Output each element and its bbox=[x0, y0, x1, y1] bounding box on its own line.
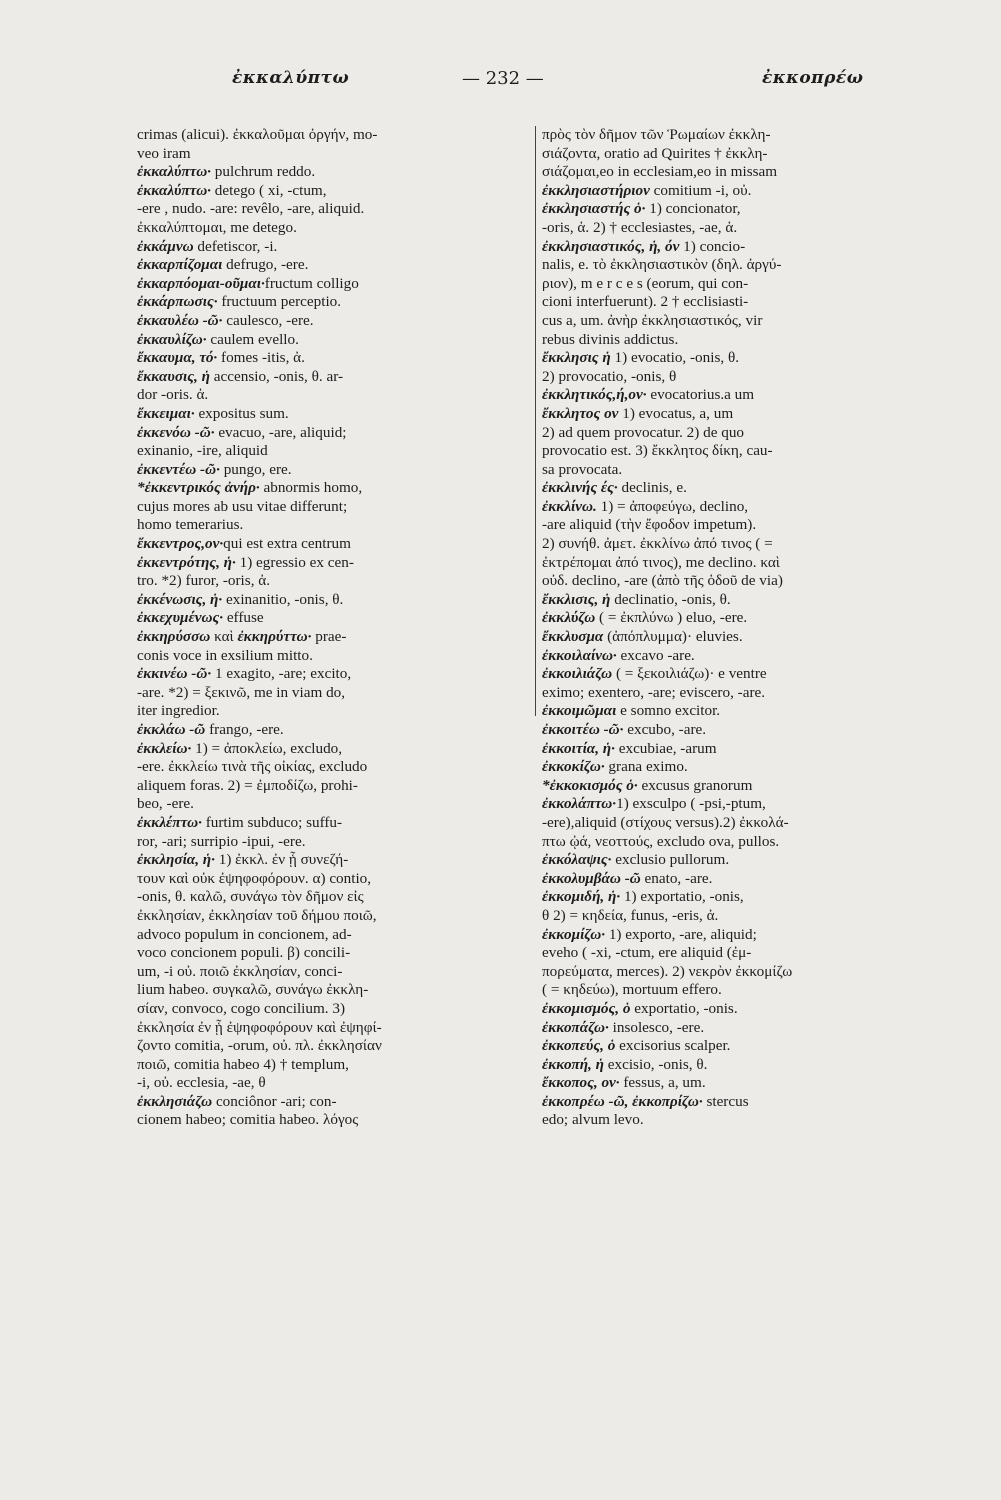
text-line bbox=[542, 312, 902, 331]
text-line bbox=[137, 684, 528, 703]
text-line bbox=[542, 461, 902, 480]
definition-text: abnormis homo, bbox=[259, 479, 363, 497]
headword: ἐκκινέω -ῶ· bbox=[137, 665, 212, 683]
definition-text: 1) evocatio, -onis, θ. bbox=[610, 349, 740, 367]
text-line bbox=[542, 721, 902, 740]
text-line bbox=[137, 461, 528, 480]
text-line bbox=[542, 275, 902, 294]
text-line bbox=[542, 665, 902, 684]
definition-text: eximo; exentero, -are; eviscero, -are. bbox=[542, 683, 766, 701]
definition-text: enato, -are. bbox=[640, 869, 713, 887]
text-line bbox=[137, 572, 528, 591]
text-line bbox=[137, 628, 528, 647]
headword: ἐκκηρύσσω bbox=[137, 628, 211, 646]
text-line bbox=[542, 944, 902, 963]
definition-text: conciônor -ari; con- bbox=[212, 1092, 337, 1110]
definition-text: aliquem foras. 2) = ἐμποδίζω, prohi- bbox=[137, 776, 358, 794]
text-line bbox=[137, 182, 528, 201]
definition-text: pungo, ere. bbox=[219, 460, 292, 478]
headword: ἐκκοιτέω -ῶ· bbox=[542, 721, 624, 738]
headword: ἐκκεντρότης, ἡ· bbox=[137, 553, 236, 571]
text-line bbox=[137, 944, 528, 963]
definition-text: conis voce in exsilium mitto. bbox=[137, 646, 313, 664]
definition-text: rebus divinis addictus. bbox=[542, 330, 679, 348]
text-line bbox=[542, 833, 902, 852]
text-line bbox=[137, 498, 528, 517]
definition-text: crimas (alicui). ἐκκαλοῦμαι ὀργήν, mo- bbox=[137, 126, 378, 143]
definition-text: θ 2) = κηδεία, funus, -eris, ἀ. bbox=[542, 906, 719, 924]
text-line bbox=[542, 814, 902, 833]
definition-text: iter ingredior. bbox=[137, 702, 220, 720]
headword: ἐκκεντέω -ῶ· bbox=[137, 460, 220, 478]
headword: ἐκκοιλαίνω· bbox=[542, 646, 617, 664]
text-line bbox=[137, 870, 528, 889]
text-line bbox=[137, 702, 528, 721]
text-line bbox=[542, 238, 902, 257]
headword: ἐκκολυμβάω -ῶ bbox=[542, 869, 641, 887]
definition-text: 1) = ἀποφεύγω, declino, bbox=[596, 497, 749, 515]
text-line bbox=[137, 888, 528, 907]
text-line bbox=[137, 665, 528, 684]
text-line bbox=[137, 163, 528, 182]
definition-text: declinatio, -onis, θ. bbox=[610, 590, 731, 608]
text-line bbox=[137, 424, 528, 443]
text-line bbox=[542, 591, 902, 610]
definition-text: homo temerarius. bbox=[137, 516, 244, 534]
text-line bbox=[137, 926, 528, 945]
definition-text: evacuo, -are, aliquid; bbox=[214, 423, 347, 441]
headword: *ἐκκοκισμός ὁ· bbox=[542, 776, 638, 794]
definition-text: -i, οὐ. ecclesia, -ae, θ bbox=[137, 1074, 266, 1092]
headword: ἐκκενόω -ῶ· bbox=[137, 423, 215, 441]
definition-text: fructuum perceptio. bbox=[217, 293, 342, 311]
definition-text: 1) exporto, -are, aliquid; bbox=[605, 925, 757, 943]
definition-text: cionem habeo; comitia habeo. λόγος bbox=[137, 1111, 359, 1129]
headword: ἔκκλυσμα bbox=[542, 628, 604, 646]
definition-text: ριον), m e r c e s (eorum, qui con- bbox=[542, 274, 749, 292]
text-line bbox=[542, 609, 902, 628]
text-line bbox=[137, 1074, 528, 1093]
definition-text: ( = κηδεύω), mortuum effero. bbox=[542, 981, 722, 999]
definition-text: πτω ᾠά, νεοττούς, excludo ova, pullos. bbox=[542, 832, 780, 850]
text-line bbox=[137, 386, 528, 405]
definition-text: pulchrum reddo. bbox=[210, 163, 316, 181]
definition-text: qui est extra centrum bbox=[223, 535, 351, 553]
headword: ἐκκοιτία, ἡ· bbox=[542, 739, 615, 757]
headword: ἐκκλινής ές· bbox=[542, 479, 618, 497]
definition-text: caulesco, -ere. bbox=[222, 311, 314, 329]
text-line bbox=[542, 535, 902, 554]
text-line bbox=[542, 145, 902, 164]
definition-text: -ere),aliquid (στίχους versus).2) ἐκκολά- bbox=[542, 813, 789, 831]
headword: ἔκκλησις ἡ bbox=[542, 349, 611, 367]
text-line bbox=[542, 200, 902, 219]
text-line bbox=[542, 963, 902, 982]
headword: ἐκκλίνω. bbox=[542, 497, 597, 515]
left-column bbox=[137, 126, 528, 1130]
definition-text: 1) ἐκκλ. ἐν ᾗ συνεζή- bbox=[214, 851, 349, 869]
definition-text: -are aliquid (τὴν ἔφοδον impetum). bbox=[542, 516, 757, 534]
definition-text: 1) egressio ex cen- bbox=[235, 553, 354, 571]
headword: ἐκκαρπίζομαι bbox=[137, 256, 223, 274]
definition-text: provocatio est. 3) ἔκκλητος δίκη, cau- bbox=[542, 442, 773, 460]
headword: ἐκκομίζω· bbox=[542, 925, 606, 943]
definition-text: 1) concio- bbox=[679, 237, 746, 255]
text-line bbox=[137, 833, 528, 852]
text-line bbox=[542, 981, 902, 1000]
headword: ἐκκαρπόομαι-οῦμαι· bbox=[137, 274, 265, 292]
column-divider bbox=[535, 126, 536, 716]
headword: ἔκκλισις, ἡ bbox=[542, 590, 611, 608]
definition-text: nalis, e. τὸ ἐκκλησιαστικὸν (δηλ. ἀργύ- bbox=[542, 256, 782, 274]
definition-text: evocatorius.a um bbox=[646, 386, 755, 404]
headword: ἐκκαυλίζω· bbox=[137, 330, 207, 348]
definition-text: advoco populum in concionem, ad- bbox=[137, 925, 352, 943]
headword: ἐκκαλύπτω· bbox=[137, 163, 211, 181]
text-line bbox=[137, 758, 528, 777]
text-line bbox=[137, 516, 528, 535]
definition-text: comitium -i, οὐ. bbox=[649, 181, 752, 199]
text-line bbox=[137, 442, 528, 461]
text-line bbox=[137, 535, 528, 554]
text-line bbox=[542, 870, 902, 889]
text-line bbox=[542, 163, 902, 182]
text-line bbox=[137, 1056, 528, 1075]
definition-text: -ere , nudo. -are: revêlo, -are, aliquid. bbox=[137, 200, 365, 218]
text-line bbox=[137, 795, 528, 814]
text-line bbox=[137, 1000, 528, 1019]
headword: ἔκκλητος ον bbox=[542, 404, 619, 422]
definition-text: καὶ bbox=[210, 628, 238, 646]
definition-text: ror, -ari; surripio -ipui, -ere. bbox=[137, 832, 306, 850]
text-line bbox=[137, 647, 528, 666]
definition-text: insolesco, -ere. bbox=[608, 1018, 705, 1036]
text-line bbox=[137, 721, 528, 740]
headword: ἐκκαυλέω -ῶ· bbox=[137, 311, 223, 329]
definition-text: excusus granorum bbox=[637, 776, 753, 794]
text-line bbox=[137, 349, 528, 368]
text-line bbox=[542, 293, 902, 312]
headword: ἐκκλύζω bbox=[542, 609, 596, 627]
definition-text: 1 exagito, -are; excito, bbox=[211, 665, 352, 683]
text-line bbox=[542, 368, 902, 387]
headword: ἐκκοιλιάζω bbox=[542, 665, 613, 683]
definition-text: τουν καὶ οὐκ ἐψηφοφόρουν. α) contio, bbox=[137, 869, 372, 887]
definition-text: beo, -ere. bbox=[137, 795, 194, 813]
headword: ἐκκεχυμένως· bbox=[137, 609, 224, 627]
definition-text: σιάζοντα, oratio ad Quirites † ἐκκλη- bbox=[542, 144, 768, 162]
headword: ἐκκομιδή, ἡ· bbox=[542, 888, 621, 906]
text-line bbox=[542, 516, 902, 535]
definition-text: expositus sum. bbox=[194, 404, 289, 422]
headword: ἐκκοπάζω· bbox=[542, 1018, 609, 1036]
headword: ἐκκλησιαστήριον bbox=[542, 181, 650, 199]
text-line bbox=[137, 981, 528, 1000]
definition-text: -onis, θ. καλῶ, συνάγω τὸν δῆμον εἰς bbox=[137, 888, 364, 906]
definition-text: fessus, a, um. bbox=[619, 1074, 706, 1092]
text-line bbox=[542, 479, 902, 498]
text-line bbox=[542, 1093, 902, 1112]
headword: ἐκκλέπτω· bbox=[137, 813, 202, 831]
text-line bbox=[542, 442, 902, 461]
definition-text: -are. *2) = ξεκινῶ, me in viam do, bbox=[137, 683, 346, 701]
headword: *ἐκκεντρικός ἀνήρ· bbox=[137, 479, 260, 497]
text-line bbox=[542, 907, 902, 926]
header-left-catchword: ἐκκαλύπτω bbox=[232, 68, 350, 88]
text-line bbox=[137, 219, 528, 238]
text-line bbox=[542, 219, 902, 238]
definition-text: πορεύματα, merces). 2) νεκρὸν ἐκκομίζω bbox=[542, 962, 793, 980]
definition-text: effuse bbox=[223, 609, 264, 627]
definition-text: caulem evello. bbox=[206, 330, 299, 348]
definition-text: furtim subduco; suffu- bbox=[201, 813, 343, 831]
headword: ἐκκλησιάζω bbox=[137, 1092, 213, 1110]
text-line bbox=[542, 256, 902, 275]
headword: ἐκκλείω· bbox=[137, 739, 192, 757]
definition-text: -oris, ἀ. 2) † ecclesiastes, -ae, ἀ. bbox=[542, 218, 738, 236]
text-line bbox=[137, 907, 528, 926]
headword: ἐκκαλύπτω· bbox=[137, 181, 211, 199]
text-line bbox=[137, 479, 528, 498]
text-line bbox=[137, 609, 528, 628]
definition-text: ἐκκαλύπτομαι, me detego. bbox=[137, 218, 297, 236]
definition-text: fomes -itis, ἀ. bbox=[217, 349, 305, 367]
text-line bbox=[137, 814, 528, 833]
text-line bbox=[542, 554, 902, 573]
text-line bbox=[137, 1037, 528, 1056]
text-line bbox=[542, 795, 902, 814]
text-line bbox=[542, 740, 902, 759]
headword: ἔκκεντρος,ον· bbox=[137, 535, 224, 553]
text-line bbox=[542, 182, 902, 201]
definition-text: exclusio pullorum. bbox=[611, 851, 730, 869]
text-line bbox=[542, 405, 902, 424]
definition-text: 1) = ἀποκλείω, excludo, bbox=[191, 739, 343, 757]
text-line bbox=[542, 702, 902, 721]
definition-text: πρὸς τὸν δῆμον τῶν Ῥωμαίων ἐκκλη- bbox=[542, 126, 771, 143]
text-line bbox=[542, 851, 902, 870]
definition-text: 1) evocatus, a, um bbox=[618, 404, 734, 422]
text-line bbox=[542, 386, 902, 405]
headword: ἐκκοκίζω· bbox=[542, 758, 605, 776]
definition-text: (ἀπόπλυμμα)· eluvies. bbox=[603, 628, 743, 646]
text-line bbox=[542, 926, 902, 945]
headword: ἐκκάμνω bbox=[137, 237, 194, 255]
definition-text: accensio, -onis, θ. ar- bbox=[209, 367, 344, 385]
definition-text: e somno excitor. bbox=[616, 702, 721, 720]
definition-text: σιάζομαι,eo in ecclesiam,eo in missam bbox=[542, 163, 778, 181]
page-number: — 232 — bbox=[462, 68, 544, 89]
definition-text: dor -oris. ἀ. bbox=[137, 386, 209, 404]
definition-text: exinanitio, -onis, θ. bbox=[222, 590, 344, 608]
definition-text: cioni interfuerunt). 2 † ecclisiasti- bbox=[542, 293, 749, 311]
text-line bbox=[137, 238, 528, 257]
text-line bbox=[137, 145, 528, 164]
definition-text: stercus bbox=[702, 1092, 749, 1110]
headword: ἐκκοιμῶμαι bbox=[542, 702, 617, 720]
definition-text: lium habeo. συγκαλῶ, συνάγω ἐκκλη- bbox=[137, 981, 369, 999]
definition-text: veo iram bbox=[137, 144, 191, 162]
headword: ἐκκόλαψις· bbox=[542, 851, 612, 869]
definition-text: cujus mores ab usu vitae differunt; bbox=[137, 497, 348, 515]
definition-text: ( = ἐκπλύνω ) eluo, -ere. bbox=[595, 609, 748, 627]
text-line bbox=[137, 554, 528, 573]
text-line bbox=[137, 126, 528, 145]
text-line bbox=[137, 1093, 528, 1112]
text-line bbox=[542, 628, 902, 647]
definition-text: prae- bbox=[311, 628, 347, 646]
text-line bbox=[542, 758, 902, 777]
definition-text: um, -i οὐ. ποιῶ ἐκκλησίαν, conci- bbox=[137, 962, 343, 980]
definition-text: fructum colligo bbox=[264, 274, 359, 292]
definition-text: excubiae, -arum bbox=[614, 739, 717, 757]
headword: ἐκκλητικός,ή,ον· bbox=[542, 386, 647, 404]
headword: ἐκκλησιαστικός, ἡ, όν bbox=[542, 237, 680, 255]
definition-text: detego ( xi, -ctum, bbox=[210, 181, 327, 199]
text-line bbox=[542, 1000, 902, 1019]
text-line bbox=[542, 684, 902, 703]
definition-text: 2) ad quem provocatur. 2) de quo bbox=[542, 423, 745, 441]
headword: ἐκκηρύττω· bbox=[237, 628, 312, 646]
headword: ἐκκοπρέω -ῶ, ἐκκοπρίζω· bbox=[542, 1092, 703, 1110]
text-line bbox=[137, 963, 528, 982]
text-line bbox=[137, 591, 528, 610]
text-line bbox=[137, 1111, 528, 1130]
headword: ἐκκλησιαστής ὁ· bbox=[542, 200, 646, 218]
text-line bbox=[137, 405, 528, 424]
definition-text: defetiscor, -i. bbox=[193, 237, 278, 255]
text-line bbox=[542, 349, 902, 368]
headword: ἐκκλησία, ἡ· bbox=[137, 851, 215, 869]
text-line bbox=[542, 331, 902, 350]
text-line bbox=[542, 1074, 902, 1093]
text-line bbox=[542, 498, 902, 517]
text-line bbox=[542, 647, 902, 666]
definition-text: edo; alvum levo. bbox=[542, 1111, 644, 1129]
definition-text: 1) exportatio, -onis, bbox=[620, 888, 744, 906]
headword: ἔκκαυμα, τό· bbox=[137, 349, 218, 367]
definition-text: οὐδ. declino, -are (ἀπὸ τῆς ὁδοῦ de via) bbox=[542, 572, 783, 590]
header-right-catchword: ἐκκοπρέω bbox=[762, 68, 864, 88]
text-line bbox=[137, 275, 528, 294]
text-line bbox=[542, 1037, 902, 1056]
definition-text: ἐκτρέπομαι ἀπό τινος), me declino. καὶ bbox=[542, 553, 780, 571]
text-line bbox=[137, 740, 528, 759]
text-line bbox=[137, 293, 528, 312]
definition-text: 2) provocatio, -onis, θ bbox=[542, 367, 677, 385]
definition-text: exportatio, -onis. bbox=[630, 999, 738, 1017]
text-line bbox=[137, 368, 528, 387]
text-line bbox=[137, 200, 528, 219]
definition-text: declinis, e. bbox=[617, 479, 687, 497]
definition-text: 2) συνήθ. ἀμετ. ἐκκλίνω ἀπό τινος ( = bbox=[542, 535, 773, 553]
text-line bbox=[137, 851, 528, 870]
definition-text: exinanio, -ire, aliquid bbox=[137, 442, 268, 460]
definition-text: tro. *2) furor, -oris, ἀ. bbox=[137, 572, 271, 590]
definition-text: frango, -ere. bbox=[205, 721, 284, 738]
definition-text: excisio, -onis, θ. bbox=[603, 1055, 708, 1073]
text-line bbox=[137, 777, 528, 796]
headword: ἔκκαυσις, ἡ bbox=[137, 367, 210, 385]
text-line bbox=[542, 1056, 902, 1075]
headword: ἔκκειμαι· bbox=[137, 404, 195, 422]
headword: ἐκκομισμός, ὁ bbox=[542, 999, 631, 1017]
definition-text: 1) exsculpo ( -psi,-ptum, bbox=[616, 795, 766, 813]
text-line bbox=[137, 312, 528, 331]
definition-text: sa provocata. bbox=[542, 460, 623, 478]
text-line bbox=[542, 777, 902, 796]
text-line bbox=[542, 126, 902, 145]
definition-text: excubo, -are. bbox=[623, 721, 707, 738]
definition-text: eveho ( -xi, -ctum, ere aliquid (ἐμ- bbox=[542, 944, 752, 962]
definition-text: ἐκκλησίαν, ἐκκλησίαν τοῦ δήμου ποιῶ, bbox=[137, 906, 377, 924]
definition-text: excisorius scalper. bbox=[615, 1037, 731, 1055]
headword: ἔκκοπος, ον· bbox=[542, 1074, 620, 1092]
definition-text: excavo -are. bbox=[616, 646, 695, 664]
definition-text: ζοντο comitia, -orum, οὐ. πλ. ἐκκλησίαν bbox=[137, 1037, 382, 1055]
text-line bbox=[542, 1111, 902, 1130]
text-line bbox=[137, 256, 528, 275]
text-line bbox=[137, 331, 528, 350]
definition-text: voco concionem populi. β) concili- bbox=[137, 944, 351, 962]
text-line bbox=[542, 572, 902, 591]
text-line bbox=[542, 888, 902, 907]
definition-text: σίαν, convoco, cogo concilium. 3) bbox=[137, 999, 346, 1017]
right-column bbox=[542, 126, 902, 1130]
definition-text: 1) concionator, bbox=[645, 200, 741, 218]
text-line bbox=[542, 424, 902, 443]
definition-text: defrugo, -ere. bbox=[222, 256, 309, 274]
headword: ἐκκοπεύς, ὁ bbox=[542, 1037, 616, 1055]
headword: ἐκκάρπωσις· bbox=[137, 293, 218, 311]
definition-text: ἐκκλησία ἐν ᾗ ἐψηφοφόρουν καὶ ἐψηφί- bbox=[137, 1018, 382, 1036]
text-line bbox=[137, 1019, 528, 1038]
definition-text: grana eximo. bbox=[604, 758, 688, 776]
headword: ἐκκοπή, ἡ bbox=[542, 1055, 604, 1073]
headword: ἐκκολάπτω· bbox=[542, 795, 617, 813]
definition-text: ( = ξεκοιλιάζω)· e ventre bbox=[612, 665, 767, 683]
headword: ἐκκένωσις, ἡ· bbox=[137, 590, 223, 608]
headword: ἐκκλάω -ῶ bbox=[137, 721, 206, 738]
definition-text: -ere. ἐκκλείω τινὰ τῆς οἰκίας, excludo bbox=[137, 758, 368, 776]
definition-text: ποιῶ, comitia habeo 4) † templum, bbox=[137, 1055, 349, 1073]
text-line bbox=[542, 1019, 902, 1038]
definition-text: cus a, um. ἀνὴρ ἐκκλησιαστικός, vir bbox=[542, 311, 763, 329]
